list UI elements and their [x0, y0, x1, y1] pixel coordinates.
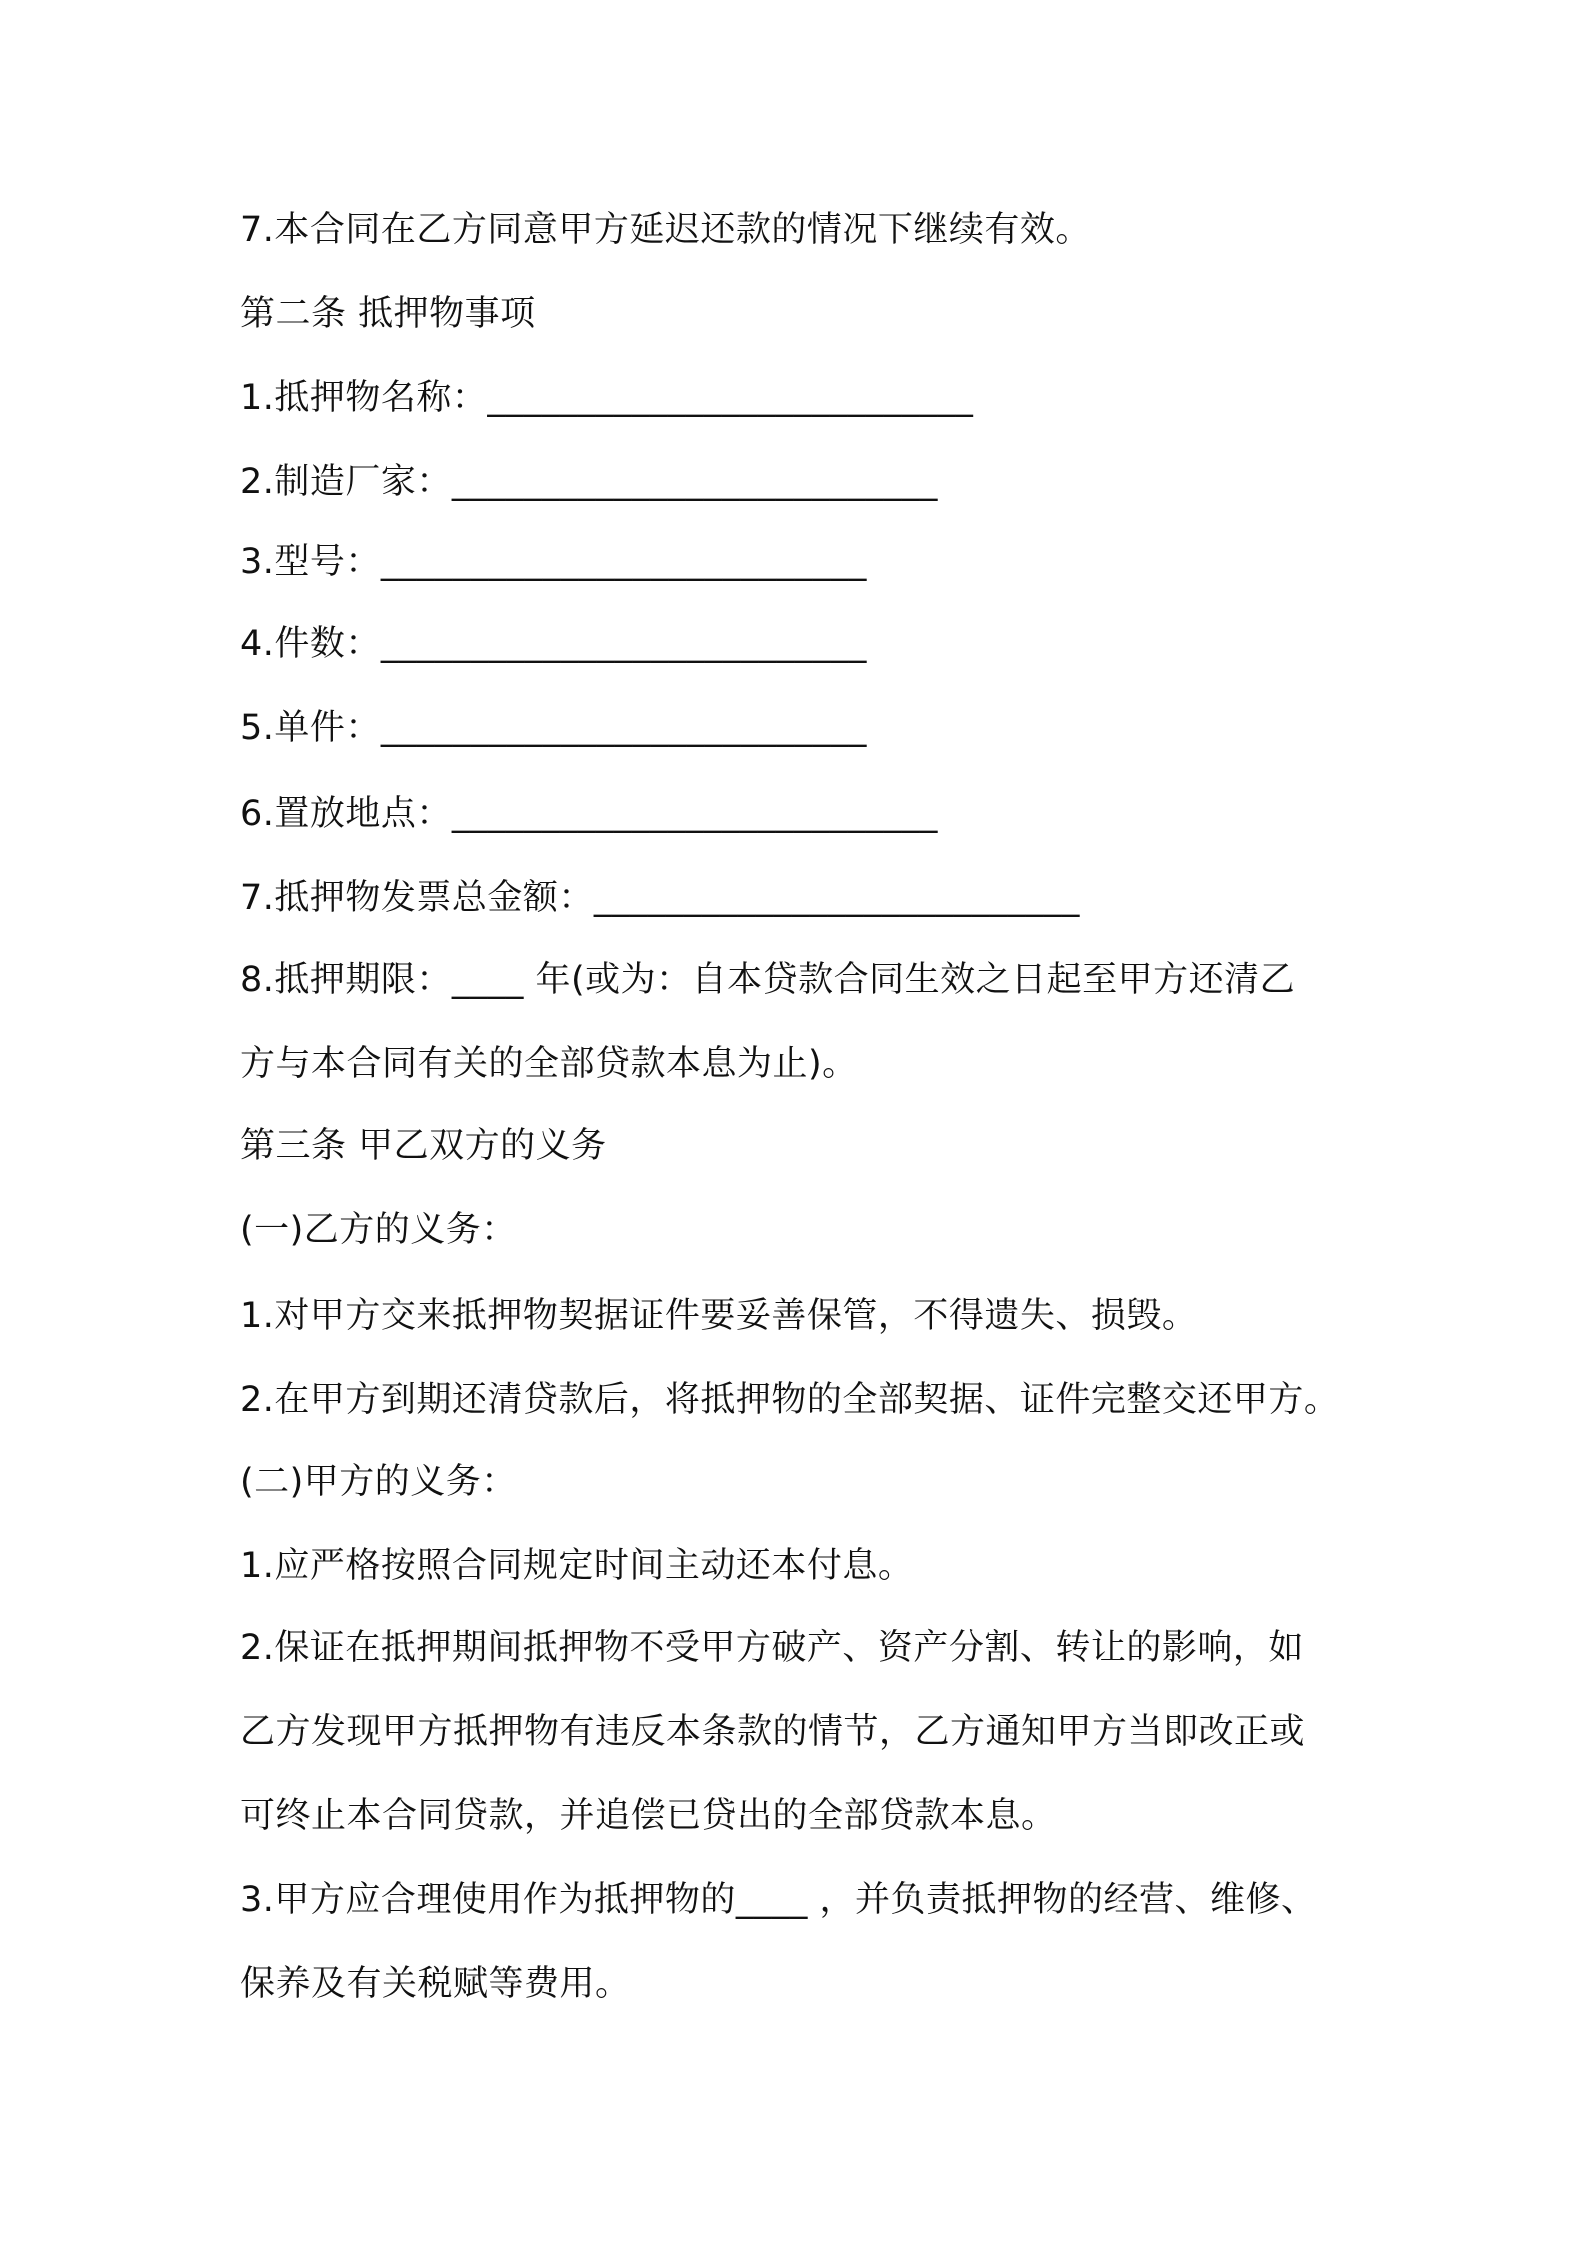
unit-field: 5.单件：___________________________: [240, 708, 867, 748]
manufacturer-field: 2.制造厂家：___________________________: [240, 462, 938, 502]
location-field: 6.置放地点：___________________________: [240, 794, 938, 834]
party-b-obligations-heading: (一)乙方的义务：: [240, 1210, 517, 1250]
quantity-field: 4.件数：___________________________: [240, 624, 867, 664]
collateral-name-field: 1.抵押物名称：___________________________: [240, 378, 974, 418]
party-b-obligation-2: 2.在甲方到期还清贷款后，将抵押物的全部契据、证件完整交还甲方。: [240, 1380, 1340, 1420]
party-a-obligation-3-line-2: 保养及有关税赋等费用。: [240, 1964, 631, 2004]
article-3-heading: 第三条 甲乙双方的义务: [240, 1126, 607, 1166]
clause-1-item-7: 7.本合同在乙方同意甲方延迟还款的情况下继续有效。: [240, 210, 1091, 250]
model-field: 3.型号：___________________________: [240, 542, 867, 582]
party-a-obligations-heading: (二)甲方的义务：: [240, 1462, 517, 1502]
party-a-obligation-2-line-2: 乙方发现甲方抵押物有违反本条款的情节，乙方通知甲方当即改正或: [240, 1712, 1306, 1752]
invoice-amount-field: 7.抵押物发票总金额：___________________________: [240, 878, 1080, 918]
party-a-obligation-1: 1.应严格按照合同规定时间主动还本付息。: [240, 1546, 914, 1586]
party-a-obligation-2-line-3: 可终止本合同贷款，并追偿已贷出的全部贷款本息。: [240, 1796, 1057, 1836]
party-a-obligation-2-line-1: 2.保证在抵押期间抵押物不受甲方破产、资产分割、转让的影响，如: [240, 1628, 1304, 1668]
mortgage-term-line-1: 8.抵押期限：____ 年(或为：自本贷款合同生效之日起至甲方还清乙: [240, 960, 1296, 1000]
party-a-obligation-3-line-1: 3.甲方应合理使用作为抵押物的____ ，并负责抵押物的经营、维修、: [240, 1880, 1317, 1920]
mortgage-term-line-2: 方与本合同有关的全部贷款本息为止)。: [240, 1044, 858, 1084]
party-b-obligation-1: 1.对甲方交来抵押物契据证件要妥善保管，不得遗失、损毁。: [240, 1296, 1198, 1336]
article-2-heading: 第二条 抵押物事项: [240, 294, 536, 334]
